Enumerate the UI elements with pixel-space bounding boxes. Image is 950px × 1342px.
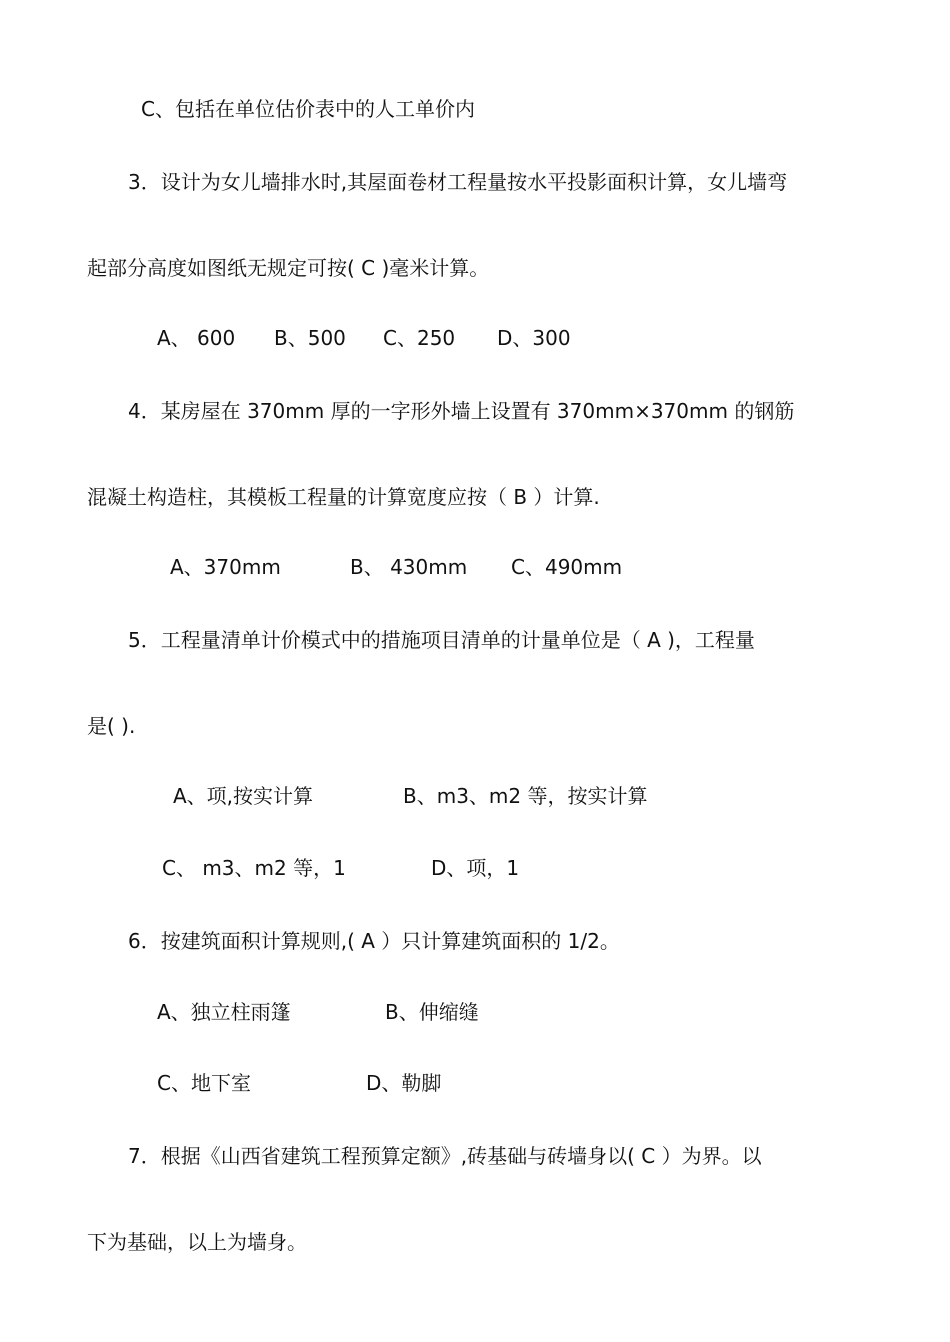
- q6-option-d: D、勒脚: [366, 1071, 442, 1095]
- q4-option-a: A、370mm: [170, 555, 281, 579]
- question-6: 6．按建筑面积计算规则,( A ）只计算建筑面积的 1/2。: [128, 929, 620, 953]
- q3-option-b: B、500: [274, 326, 346, 350]
- q6-option-c: C、地下室: [157, 1071, 251, 1095]
- question-5-line-2: 是( ).: [87, 714, 136, 738]
- question-3-line-1: 3．设计为女儿墙排水时,其屋面卷材工程量按水平投影面积计算，女儿墙弯: [128, 170, 788, 194]
- q5-option-c: C、 m3、m2 等，1: [162, 856, 346, 880]
- q4-option-c: C、490mm: [511, 555, 623, 579]
- question-4-line-2: 混凝土构造柱，其模板工程量的计算宽度应按（ B ）计算.: [87, 485, 600, 509]
- q3-option-c: C、250: [383, 326, 456, 350]
- q5-option-a: A、项,按实计算: [173, 784, 314, 808]
- q4-option-b: B、 430mm: [350, 555, 468, 579]
- question-7-line-2: 下为基础，以上为墙身。: [87, 1230, 307, 1254]
- question-7-line-1: 7．根据《山西省建筑工程预算定额》,砖基础与砖墙身以( C ）为界。以: [128, 1144, 762, 1168]
- option-c-continued: C、包括在单位估价表中的人工单价内: [141, 97, 475, 121]
- q5-option-d: D、项，1: [431, 856, 520, 880]
- q6-option-b: B、伸缩缝: [385, 1000, 479, 1024]
- q3-option-d: D、300: [497, 326, 571, 350]
- question-4-line-1: 4．某房屋在 370mm 厚的一字形外墙上设置有 370mm×370mm 的钢筋: [128, 399, 795, 423]
- question-5-line-1: 5．工程量清单计价模式中的措施项目清单的计量单位是（ A )，工程量: [128, 628, 755, 652]
- question-3-line-2: 起部分高度如图纸无规定可按( C )毫米计算。: [87, 256, 490, 280]
- q3-option-a: A、 600: [157, 326, 236, 350]
- q5-option-b: B、m3、m2 等，按实计算: [403, 784, 648, 808]
- q6-option-a: A、独立柱雨篷: [157, 1000, 291, 1024]
